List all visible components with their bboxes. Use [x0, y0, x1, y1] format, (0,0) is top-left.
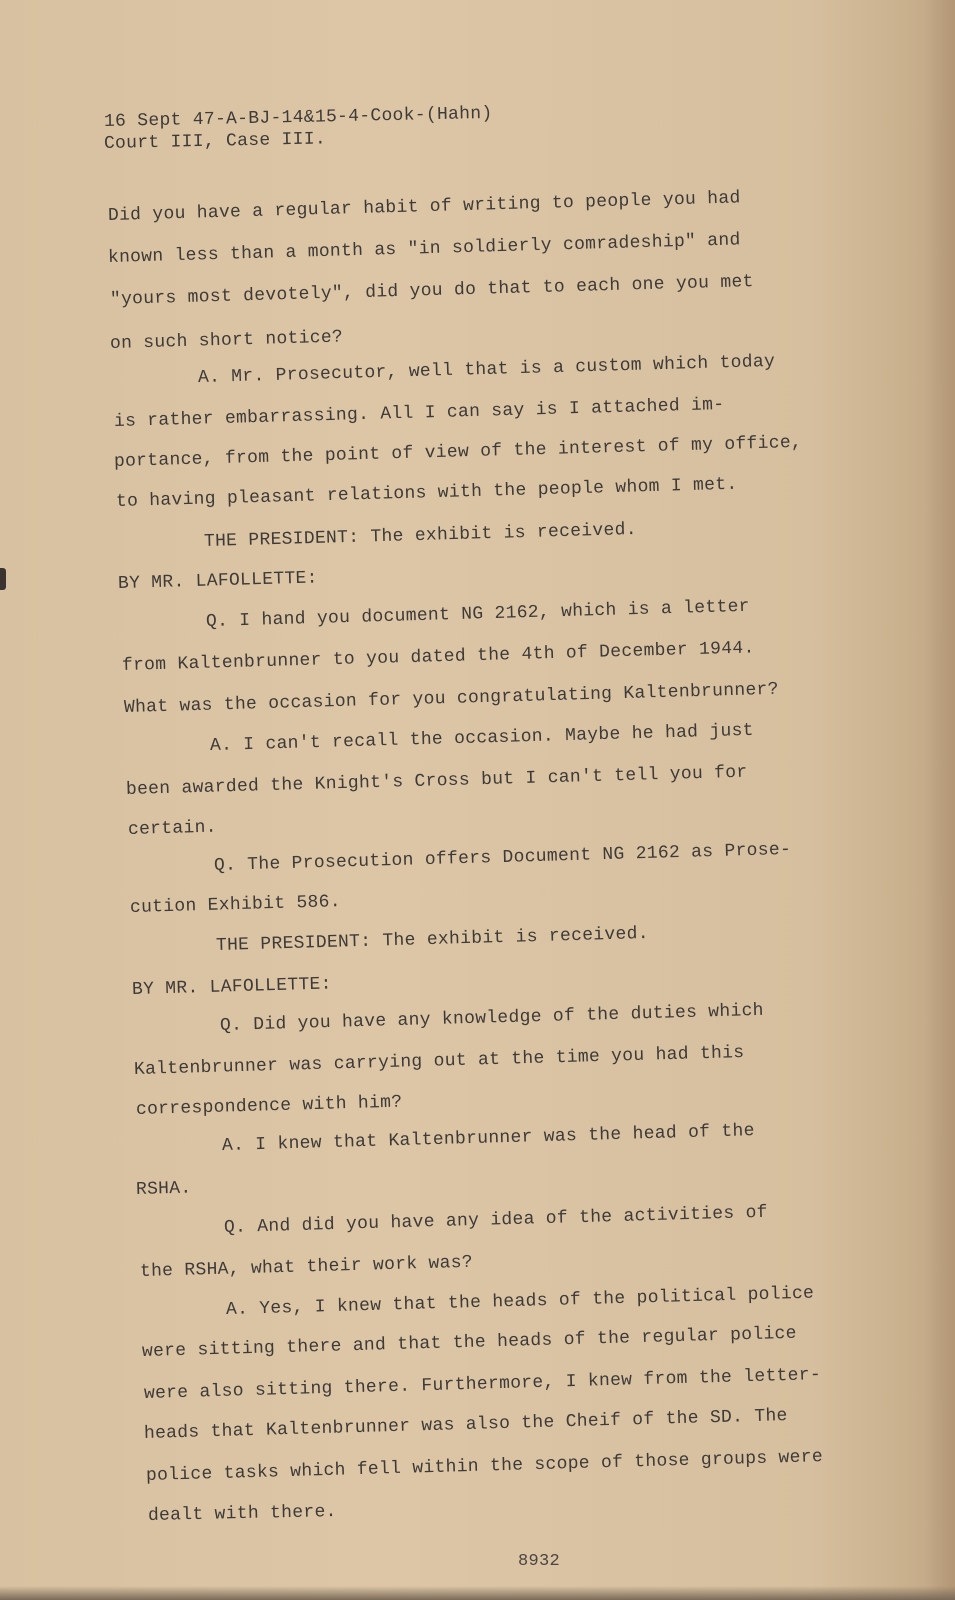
body-line: is rather embarrassing. All I can say is I attached im- [113, 394, 725, 432]
body-line: dealt with there. [147, 1502, 337, 1526]
body-line: known less than a month as "in soldierly comradeship" and [107, 230, 741, 268]
body-line: What was the occasion for you congratulating Kaltenbrunner? [123, 679, 780, 718]
body-line: Q. And did you have any idea of the activities of [223, 1202, 769, 1238]
body-line: BY MR. LAFOLLETTE: [131, 974, 333, 1000]
body-line: A. Yes, I knew that the heads of the political police [225, 1283, 815, 1320]
body-line: were also sitting there. Furthermore, I knew from the letter- [143, 1365, 822, 1404]
body-line: A. I can't recall the occasion. Maybe he had just [209, 720, 755, 756]
header-line-1: 16 Sept 47-A-BJ-14&15-4-Cook-(Hahn) [103, 103, 493, 132]
body-line: been awarded the Knight's Cross but I can't tell you for [125, 762, 748, 800]
body-line: BY MR. LAFOLLETTE: [117, 568, 319, 594]
body-line: RSHA. [135, 1178, 192, 1200]
body-line: THE PRESIDENT: The exhibit is received. [215, 923, 650, 956]
body-line: "yours most devotely", did you do that to each one you met [109, 272, 754, 310]
body-line: Q. I hand you document NG 2162, which is a letter [205, 596, 751, 632]
body-line: from Kaltenbrunner to you dated the 4th of December 1944. [121, 638, 755, 676]
body-line: THE PRESIDENT: The exhibit is received. [203, 519, 638, 552]
body-line: on such short notice? [109, 327, 344, 354]
body-line: were sitting there and that the heads of the regular police [141, 1323, 798, 1362]
body-line: certain. [127, 817, 218, 840]
body-line: Kaltenbrunner was carrying out at the time you had this [133, 1042, 745, 1080]
body-line: to having pleasant relations with the people whom I met. [115, 474, 738, 512]
body-line: correspondence with him? [135, 1092, 403, 1120]
body-line: Q. The Prosecution offers Document NG 2162 as Prose- [213, 839, 792, 876]
page-number: 8932 [518, 1552, 561, 1571]
body-line: cution Exhibit 586. [129, 892, 342, 918]
body-line: Did you have a regular habit of writing to people you had [107, 188, 741, 226]
body-line: portance, from the point of view of the interest of my office, [113, 432, 803, 472]
body-line: heads that Kaltenbrunner was also the Cheif of the SD. The [143, 1406, 788, 1444]
body-line: A. I knew that Kaltenbrunner was the head of the [221, 1121, 755, 1156]
body-line: Q. Did you have any knowledge of the duties which [219, 1000, 765, 1036]
header-line-2: Court III, Case III. [103, 129, 327, 154]
body-line: A. Mr. Prosecutor, well that is a custom which today [197, 351, 776, 388]
body-line: the RSHA, what their work was? [139, 1252, 474, 1282]
body-line: police tasks which fell within the scope of those groups were [145, 1447, 824, 1486]
